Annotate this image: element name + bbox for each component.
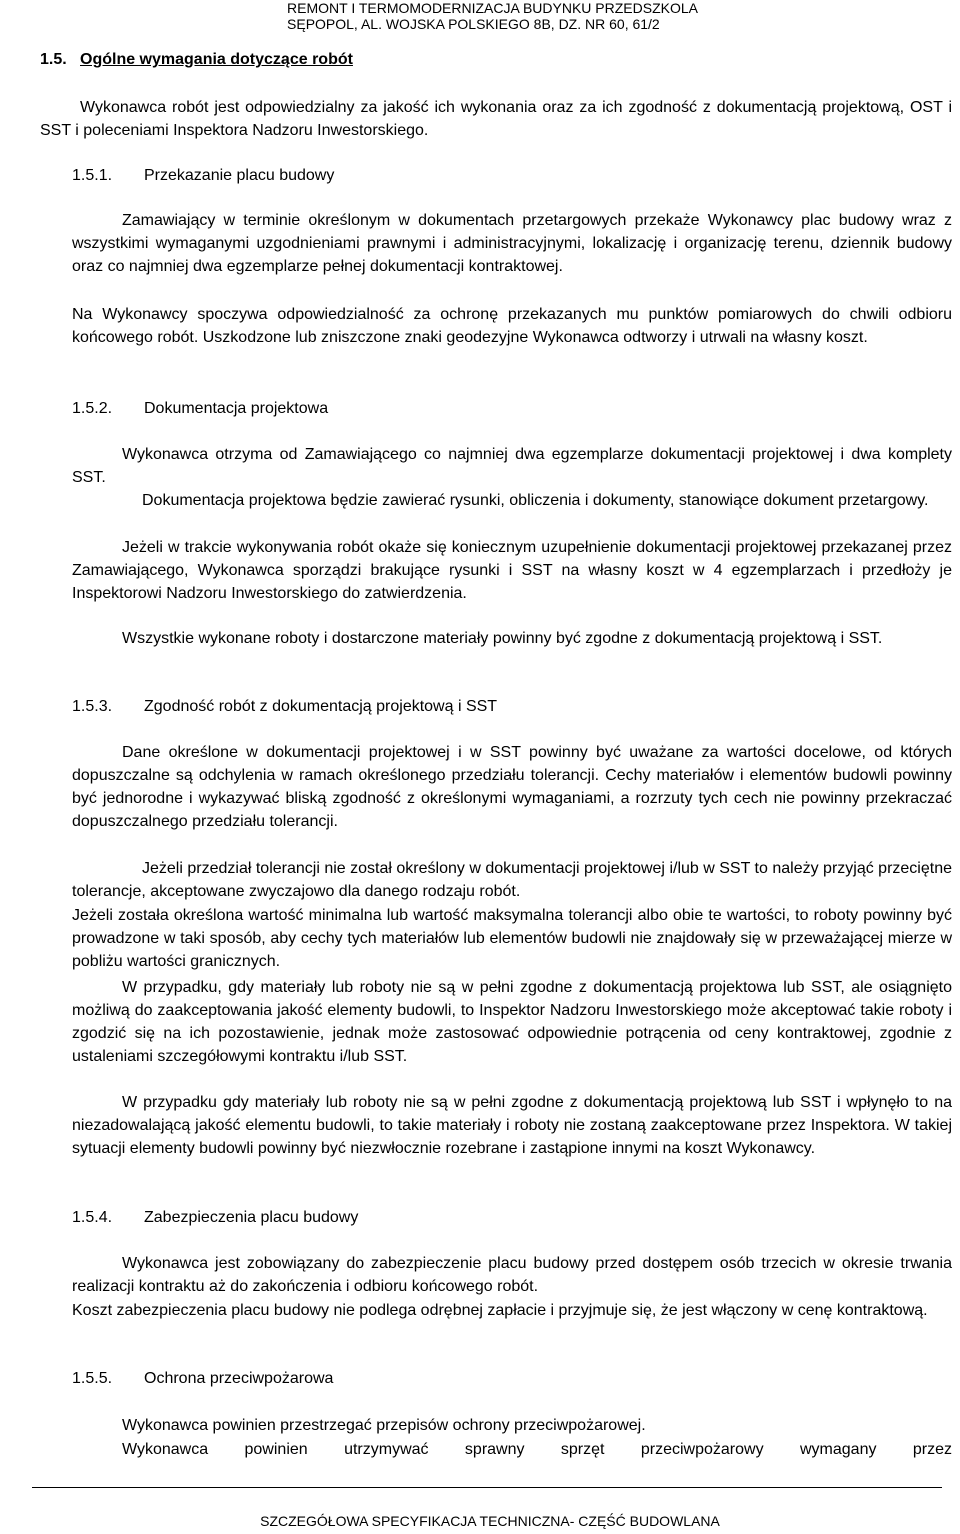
paragraph: Jeżeli przedział tolerancji nie został określony w dokumentacji projektowej i/lub w SST to należy przyjąć przeciętne tolerancje, akceptowane zwyczajowo dla danego rodzaju robót.	[72, 860, 952, 900]
paragraph: Wykonawca powinien przestrzegać przepisów ochrony przeciwpożarowej.	[122, 1417, 646, 1434]
paragraph: Dane określone w dokumentacji projektowej i w SST powinny być uważane za wartości docelowe, od których dopuszczalne są odchylenia w ramach określonego przedziału tolerancji. Cechy materiałów i elementów budowli powinny być jednorodne i wykazywać bliską zgodność z określonymi wymaganiami, a rozrzuty tych cech nie powinny przekraczać dopuszczalnego przedziału tolerancji.	[72, 744, 952, 830]
subsection-heading-5	[72, 1368, 333, 1390]
subsection-number: 1.5.4.	[72, 1209, 113, 1226]
footer-divider	[32, 1487, 942, 1488]
subsection-title: Ochrona przeciwpożarowa	[144, 1370, 334, 1387]
paragraph: Koszt zabezpieczenia placu budowy nie podlega odrębnej zapłacie i przyjmuje się, że jest włączony w cenę kontraktową.	[72, 1302, 928, 1319]
paragraph: W przypadku, gdy materiały lub roboty nie są w pełni zgodne z dokumentacją projektowa lub SST, ale osiągnięto możliwą do zaakceptowania jakość elementy budowli, to Inspektor Nadzoru Inwestorskiego może akceptować takie roboty i zgodzić się na ich pozostawienie, jednak może zastosować odpowiednie potrącenia od ceny kontraktowej, zgodnie z ustaleniami szczegółowymi kontraktu i/lub SST.	[72, 979, 952, 1065]
subsection-number: 1.5.1.	[72, 167, 113, 184]
header-line-2: SĘPOPOL, AL. WOJSKA POLSKIEGO 8B, DZ. NR 60, 61/2	[287, 16, 660, 32]
subsection-title: Przekazanie placu budowy	[144, 167, 335, 184]
section-number: 1.5.	[40, 51, 67, 68]
subsection-title: Zabezpieczenia placu budowy	[144, 1209, 359, 1226]
paragraph: Jeżeli w trakcie wykonywania robót okaże się koniecznym uzupełnienie dokumentacji projektowej przekazanej przez Zamawiającego, Wykonawca sporządzi brakujące rysunki i SST na własny koszt w 4 egzemplarzach i przedłoży je Inspektorowi Nadzoru Inwestorskiego do zatwierdzenia.	[72, 539, 952, 602]
subsection-number: 1.5.5.	[72, 1370, 113, 1387]
paragraph: Wykonawca otrzyma od Zamawiającego co najmniej dwa egzemplarze dokumentacji projektowej i dwa komplety SST.	[72, 446, 952, 486]
subsection-number: 1.5.3.	[72, 698, 113, 715]
subsection-heading-4	[72, 1207, 358, 1229]
subsection-title: Dokumentacja projektowa	[144, 400, 329, 417]
subsection-heading-3	[72, 696, 497, 718]
subsection-heading-1	[72, 165, 334, 187]
paragraph: Na Wykonawcy spoczywa odpowiedzialność za ochronę przekazanych mu punktów pomiarowych do chwili odbioru końcowego robót. Uszkodzone lub zniszczone znaki geodezyjne Wykonawca odtworzy i utrwali na własny koszt.	[72, 306, 952, 346]
paragraph: Wykonawca jest zobowiązany do zabezpieczenie placu budowy przed dostępem osób trzecich w okresie trwania realizacji kontraktu aż do zakończenia i odbioru końcowego robót.	[72, 1255, 952, 1295]
paragraph: Wszystkie wykonane roboty i dostarczone materiały powinny być zgodne z dokumentacją projektową i SST.	[122, 630, 883, 647]
section-heading	[40, 51, 353, 69]
page-header	[287, 0, 698, 32]
page-footer: SZCZEGÓŁOWA SPECYFIKACJA TECHNICZNA- CZĘŚĆ BUDOWLANA	[260, 1513, 720, 1529]
paragraph: W przypadku gdy materiały lub roboty nie są w pełni zgodne z dokumentacją projektową lub SST i wpłynęło to na niezadowalającą jakość elementu budowli, to takie materiały i roboty nie zostaną zaakceptowane przez Inspektora. W takiej sytuacji elementy budowli powinny być niezwłocznie rozebrane i zastąpione innymi na koszt Wykonawcy.	[72, 1094, 952, 1157]
paragraph: Wykonawca powinien utrzymywać sprawny sprzęt przeciwpożarowy wymagany przez	[122, 1441, 952, 1458]
subsection-number: 1.5.2.	[72, 400, 113, 417]
header-line-1: REMONT I TERMOMODERNIZACJA BUDYNKU PRZEDSZKOLA	[287, 0, 698, 16]
section-intro: Wykonawca robót jest odpowiedzialny za jakość ich wykonania oraz za ich zgodność z dokumentacją projektową, OST i SST i poleceniami Inspektora Nadzoru Inwestorskiego.	[40, 99, 952, 139]
subsection-title: Zgodność robót z dokumentacją projektową i SST	[144, 698, 498, 715]
paragraph: Dokumentacja projektowa będzie zawierać rysunki, obliczenia i dokumenty, stanowiące dokument przetargowy.	[142, 492, 929, 509]
subsection-heading-2	[72, 398, 328, 420]
section-title: Ogólne wymagania dotyczące robót	[80, 51, 353, 68]
paragraph: Zamawiający w terminie określonym w dokumentach przetargowych przekaże Wykonawcy plac budowy wraz z wszystkimi wymaganymi uzgodnieniami prawnymi i administracyjnymi, lokalizację i organizację terenu, dziennik budowy oraz co najmniej dwa egzemplarze pełnej dokumentacji kontraktowej.	[72, 212, 952, 275]
paragraph: Jeżeli została określona wartość minimalna lub wartość maksymalna tolerancji albo obie te wartości, to roboty powinny być prowadzone w taki sposób, aby cechy tych materiałów lub elementów budowli nie znajdowały się w przeważającej mierze w pobliżu wartości granicznych.	[72, 907, 952, 970]
